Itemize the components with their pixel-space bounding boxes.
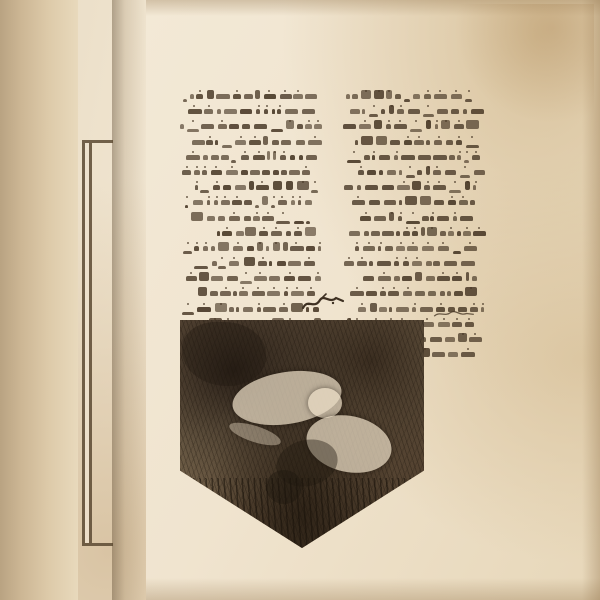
text-line <box>176 229 322 236</box>
facing-page-border <box>82 140 113 546</box>
text-line <box>340 259 486 266</box>
text-line <box>340 289 486 296</box>
text-line <box>340 229 486 236</box>
section-ornament <box>300 292 346 314</box>
text-line <box>340 122 486 129</box>
text-line <box>176 183 322 190</box>
text-line <box>340 107 486 114</box>
text-line <box>176 107 322 114</box>
text-line <box>176 92 322 99</box>
text-line <box>176 198 322 205</box>
text-line <box>176 274 322 281</box>
text-line <box>340 214 486 221</box>
text-line <box>176 259 322 266</box>
text-line <box>176 138 322 145</box>
text-line <box>340 168 486 175</box>
figure-reclining-head <box>308 388 342 418</box>
text-line <box>340 274 486 281</box>
text-line <box>176 168 322 175</box>
left-text-column <box>176 92 322 292</box>
text-line <box>176 122 322 129</box>
page-edge-bottom <box>146 578 600 600</box>
text-block <box>176 92 486 292</box>
text-line <box>340 183 486 190</box>
right-text-column <box>340 92 486 292</box>
text-line <box>176 244 322 251</box>
text-line <box>340 92 486 99</box>
book-left-edge <box>0 0 78 600</box>
text-line <box>340 305 486 312</box>
text-line <box>176 214 322 221</box>
text-line <box>340 153 486 160</box>
text-line <box>340 198 486 205</box>
plate-caption <box>176 560 229 569</box>
text-line <box>340 138 486 145</box>
text-line <box>176 153 322 160</box>
book-gutter-shadow <box>112 0 146 600</box>
text-line <box>340 244 486 251</box>
